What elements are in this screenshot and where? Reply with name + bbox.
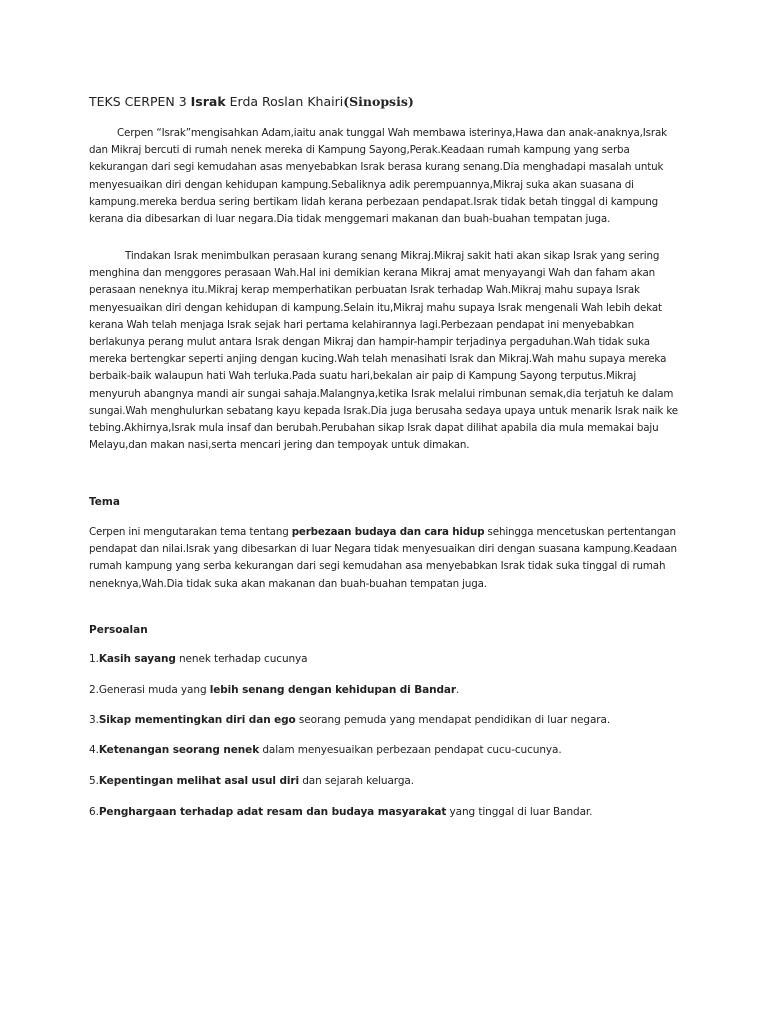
synopsis-paragraph-2: Tindakan Israk menimbulkan perasaan kurang senang Mikraj.Mikraj sakit hati akan sikap Israk yang sering menghina dan menggores perasaan Wah.Hal ini demikian kerana Mikraj amat menyayangi Wah dan faham akan perasaan neneknya itu.Mikraj kerap memperhatikan perbuatan Israk terhadap Wah.Mikraj mahu supaya Israk menyesuaikan diri dengan kehidupan di kampung.Selain itu,Mikraj mahu supaya Israk mengenali Wah lebih dekat kerana Wah telah menjaga Israk sejak hari pertama kelahirannya lagi.Perbezaan pendapat ini menyebabkan berlakunya perang mulut antara Israk dengan Mikraj dan hampir-hampir terjadinya pergaduhan.Wah tidak suka mereka bertengkar seperti anjing dengan kucing.Wah telah menasihati Israk dan Mikraj.Wah mahu supaya mereka berbaik-baik walaupun hati Wah terluka.Pada suatu hari,bekalan air paip di Kampung Sayong terputus.Mikraj menyuruh abangnya mandi air sungai sahaja.Malangnya,ketika Israk melalui rimbunan semak,dia terjatuh ke dalam sungai.Wah menghulurkan sebatang kayu kepada Israk.Dia juga berusaha sedaya upaya untuk menarik Israk naik ke tebing.Akhirnya,Israk mula insaf dan berubah.Perubahan sikap Israk dapat dilihat apabila dia mula memakai baju Melayu,dan makan nasi,serta mencari jering dan tempoyak untuk dimakan. [89,250,678,452]
persoalan-item-3 [89,714,689,726]
item-text: dan sejarah keluarga. [298,775,414,787]
item-bold-text: Kasih sayang [98,653,176,665]
persoalan-item-6 [89,806,689,818]
item-text: seorang pemuda yang mendapat pendidikan di luar negara. [295,714,611,726]
title-prefix: TEKS CERPEN 3 [89,94,191,109]
item-number: 4. [89,744,99,756]
persoalan-item-4 [89,744,689,756]
tema-text-post: sehingga mencetuskan pertentangan pendapat dan nilai.Israk yang dibesarkan di luar Negara tidak menyesuaikan diri dengan suasana kampung.Keadaan rumah kampung yang serba kekurangan dari segi kemudahan asa menyebabkan Israk tidak suka tinggal di rumah neneknya,Wah.Dia tidak suka akan makanan dan buah-buahan tempatan juga. [89,526,677,590]
tema-paragraph [89,524,679,593]
item-text: dalam menyesuaikan perbezaan pendapat cucu-cucunya. [259,744,562,756]
title-suffix: (Sinopsis) [343,94,414,109]
title-author: Erda Roslan Khairi [225,94,344,109]
tema-text-bold: perbezaan budaya dan cara hidup [291,526,485,538]
item-number: 1. [89,653,99,665]
tema-text-pre: Cerpen ini mengutarakan tema tentang [89,526,292,538]
persoalan-item-2 [89,684,689,696]
item-text: . [455,684,460,696]
title-story-name: Israk [190,94,226,109]
item-text: yang tinggal di luar Bandar. [446,806,593,818]
persoalan-item-1 [89,653,689,665]
item-bold-text: Ketenangan seorang nenek [98,744,260,756]
document-title [89,94,414,109]
persoalan-heading: Persoalan [89,624,148,636]
item-bold-text: Sikap mementingkan diri dan ego [98,714,296,726]
item-bold-text: Penghargaan terhadap adat resam dan budaya masyarakat [98,806,447,818]
item-number: 6. [89,806,99,818]
tema-heading: Tema [89,496,120,508]
item-bold-text: lebih senang dengan kehidupan di Bandar [209,684,456,696]
synopsis-paragraph-1: Cerpen “Israk”mengisahkan Adam,iaitu anak tunggal Wah membawa isterinya,Hawa dan anak-anaknya,Israk dan Mikraj bercuti di rumah nenek mereka di Kampung Sayong,Perak.Keadaan rumah kampung yang serba kekurangan dari segi kemudahan asas menyebabkan Israk berasa kurang senang.Dia menghadapi masalah untuk menyesuaikan diri dengan kehidupan kampung.Sebaliknya adik perempuannya,Mikraj suka akan suasana di kampung.mereka berdua sering bertikam lidah kerana perbezaan pendapat.Israk tidak betah tinggal di kampung kerana dia dibesarkan di luar negara.Dia tidak menggemari makanan dan buah-buahan tempatan juga. [89,127,667,226]
item-bold-text: Kepentingan melihat asal usul diri [98,775,299,787]
item-number: 2. [89,684,99,696]
item-text-pre: Generasi muda yang [98,684,210,696]
item-text: nenek terhadap cucunya [175,653,308,665]
persoalan-item-5 [89,775,689,787]
item-number: 5. [89,775,99,787]
item-number: 3. [89,714,99,726]
